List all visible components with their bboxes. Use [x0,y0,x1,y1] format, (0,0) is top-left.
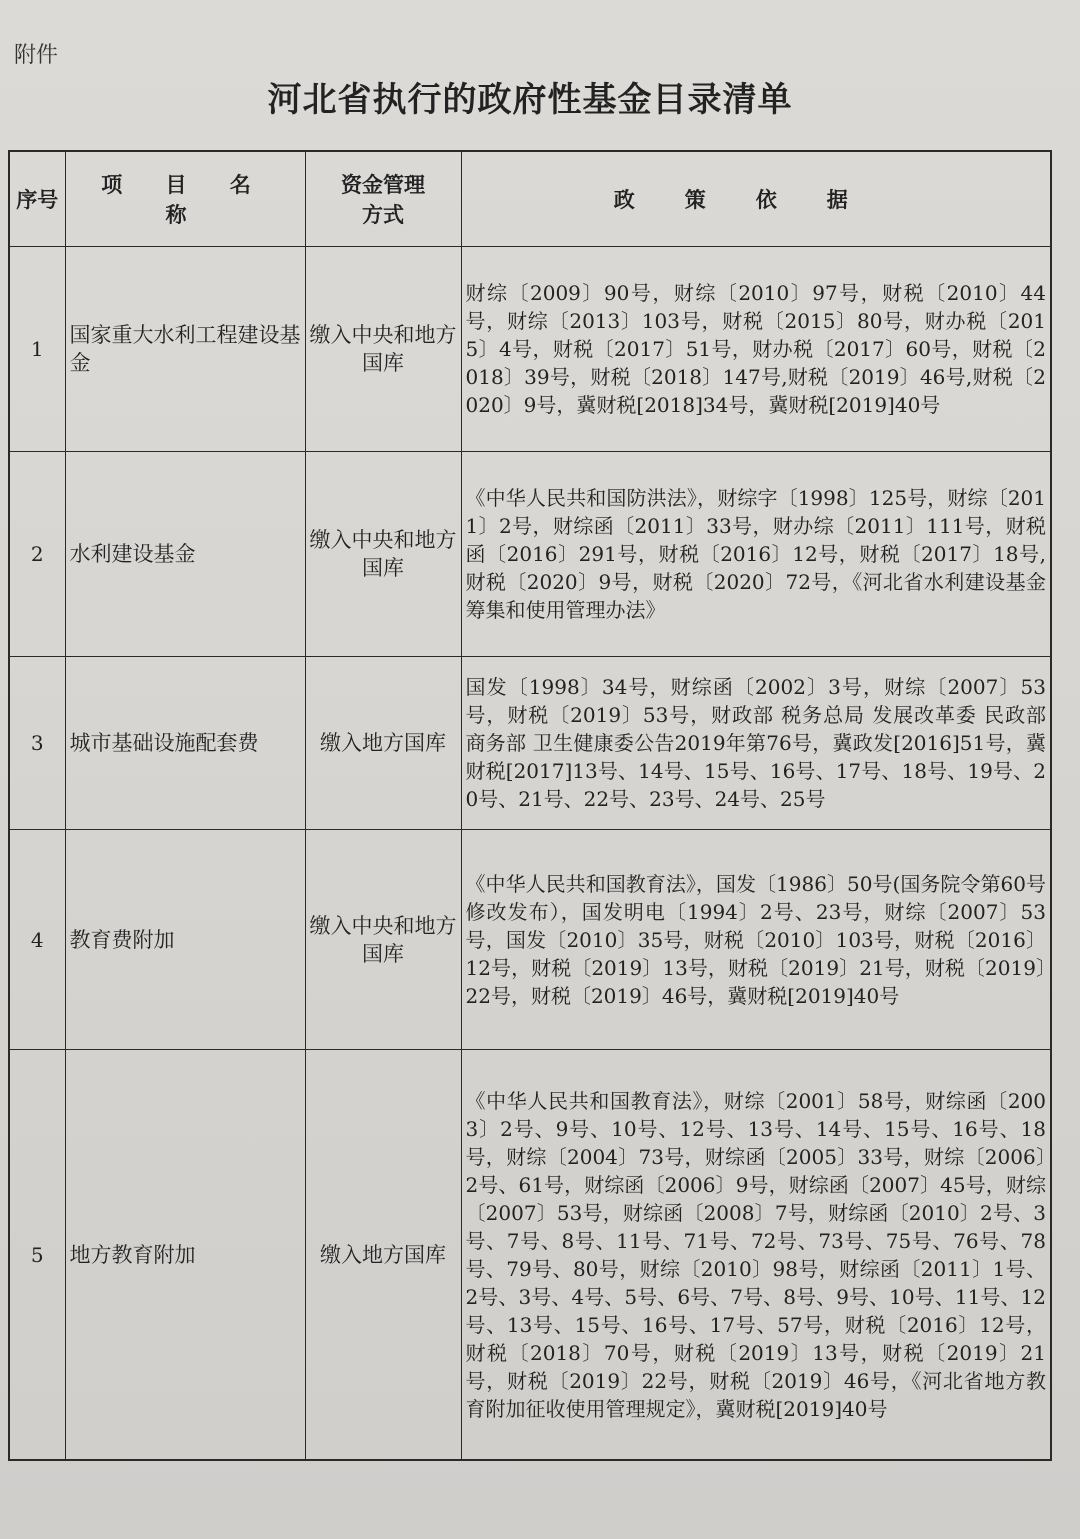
policy-basis: 国发〔1998〕34号，财综函〔2002〕3号，财综〔2007〕53号，财税〔2019〕53号，财政部 税务总局 发展改革委 民政部 商务部 卫生健康委公告2019年第76号，冀政发[2016]51号，冀财税[2017]13号、14号、15号、16号、17号、18号、19号、20号、21号、22号、23号、24号、25号 [461,657,1051,830]
management-method: 缴入中央和地方国库 [305,452,461,657]
management-method: 缴入地方国库 [305,1050,461,1461]
fund-name: 国家重大水利工程建设基金 [65,247,305,452]
fund-name: 教育费附加 [65,830,305,1050]
column-header-basis: 政策依据 [461,151,1051,247]
policy-basis: 《中华人民共和国教育法》，财综〔2001〕58号，财综函〔2003〕2号、9号、10号、12号、13号、14号、15号、16号、18号，财综〔2004〕73号，财综函〔2005〕33号，财综〔2006〕2号、61号，财综函〔2006〕9号，财综函〔2007〕45号，财综〔2007〕53号，财综函〔2008〕7号，财综函〔2010〕2号、3号、7号、8号、11号、71号、72号、73号、75号、76号、78号、79号、80号，财综〔2010〕98号，财综函〔2011〕1号、2号、3号、4号、5号、6号、7号、8号、9号、10号、11号、12号、13号、15号、16号、17号、57号，财税〔2016〕12号，财税〔2018〕70号，财税〔2019〕13号，财税〔2019〕21号，财税〔2019〕22号，财税〔2019〕46号，《河北省地方教育附加征收使用管理规定》，冀财税[2019]40号 [461,1050,1051,1461]
policy-basis: 财综〔2009〕90号，财综〔2010〕97号，财税〔2010〕44号，财综〔2013〕103号，财税〔2015〕80号，财办税〔2015〕4号，财税〔2017〕51号，财办税〔2017〕60号，财税〔2018〕39号，财税〔2018〕147号,财税〔2019〕46号,财税〔2020〕9号，冀财税[2018]34号，冀财税[2019]40号 [461,247,1051,452]
table-row [9,657,1051,830]
row-index: 1 [9,247,65,452]
fund-name: 城市基础设施配套费 [65,657,305,830]
row-index: 2 [9,452,65,657]
column-header-management-line1: 资金管理 [341,173,425,197]
management-method: 缴入中央和地方国库 [305,247,461,452]
fund-name: 水利建设基金 [65,452,305,657]
row-index: 4 [9,830,65,1050]
fund-name: 地方教育附加 [65,1050,305,1461]
row-index: 3 [9,657,65,830]
management-method: 缴入地方国库 [305,657,461,830]
policy-basis: 《中华人民共和国教育法》，国发〔1986〕50号(国务院令第60号修改发布），国发明电〔1994〕2号、23号，财综〔2007〕53号，国发〔2010〕35号，财税〔2010〕103号，财税〔2016〕12号，财税〔2019〕13号，财税〔2019〕21号，财税〔2019〕22号，财税〔2019〕46号，冀财税[2019]40号 [461,830,1051,1050]
attachment-label: 附件 [14,43,59,68]
policy-basis: 《中华人民共和国防洪法》，财综字〔1998〕125号，财综〔2011〕2号，财综函〔2011〕33号，财办综〔2011〕111号，财税函〔2016〕291号，财税〔2016〕12号，财税〔2017〕18号,财税〔2020〕9号，财税〔2020〕72号，《河北省水利建设基金筹集和使用管理办法》 [461,452,1051,657]
table-row [9,247,1051,452]
column-header-name: 项 目 名 称 [65,151,305,247]
fund-catalog-table [8,150,1052,1461]
table-header-row [9,151,1051,247]
table-row [9,1050,1051,1461]
column-header-index: 序号 [9,151,65,247]
page-title: 河北省执行的政府性基金目录清单 [267,80,793,120]
table-row [9,830,1051,1050]
column-header-management [305,151,461,247]
table-row [9,452,1051,657]
row-index: 5 [9,1050,65,1461]
management-method: 缴入中央和地方国库 [305,830,461,1050]
column-header-management-line2: 方式 [362,203,404,227]
